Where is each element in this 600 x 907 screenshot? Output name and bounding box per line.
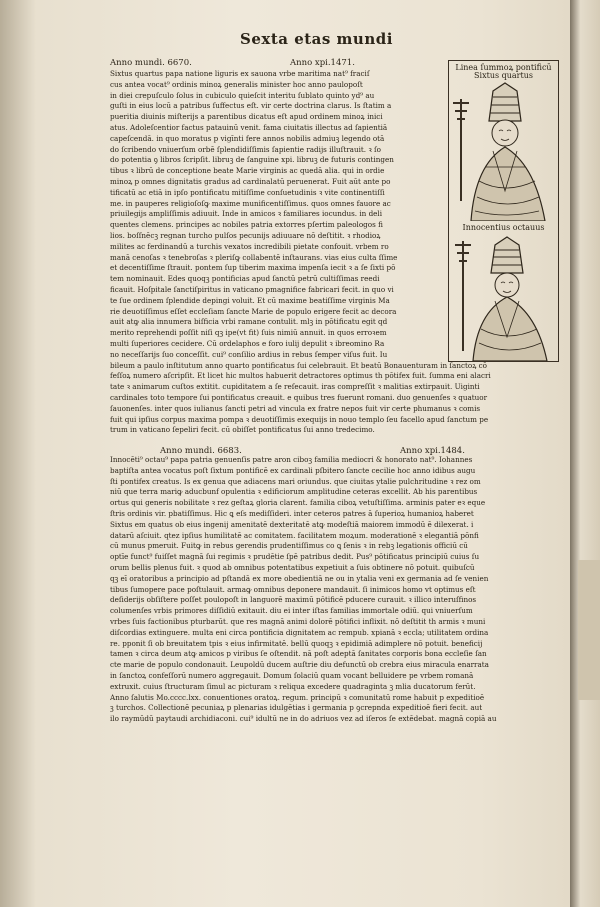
text-line: baptiſta antea vocatus poſt ſixtum pontificē ex cardinali pſbitero ſancte cecilie hoc anno idibus augu: [110, 465, 476, 475]
text-line: atus. Adoleſcentior factus patauinū venit. fama ciuitatis illectus ad ſapientiā: [110, 123, 388, 132]
text-line: rie deuotiſſimus eſſet eccleſiam ſancte Marie de populo erigere fecit ac decora: [110, 306, 397, 316]
entry1-anno-mundi: Anno mundi. 6670.: [110, 58, 192, 68]
text-line: fuit qui ipſius corpus maxima pompa ꝛ deuotiſſimis exequijs in nouo templo ſeu facello apud ſanctum pe: [110, 414, 489, 424]
text-line: trum in vaticano ſepeliri fecit. cū obiſſet pontificatus ſui anno tredecimo.: [110, 425, 375, 435]
text-line: Sixtus quartus papa natione liguris ex sauona vrbe maritima nat⁹ fraciſ: [110, 69, 370, 78]
text-line: cū munus pmeruit. Fuitꝙ in rebus gerendis prudentiſſimus co ꝗ ſenis ꝛ in rebꝫ legationis officiū cū: [110, 541, 468, 551]
text-line: bileum a paulo inſtitutum anno quarto pontificatus ſui celebrauit. Et beatū Bonauenturam in ſanctoꝝ cō: [110, 360, 487, 370]
text-line: minoꝝ p omnes dignitatis gradus ad cardinalatū peruenerat. Fuit aūt ante po: [110, 177, 391, 186]
pope1-portrait: [449, 81, 558, 221]
text-line: ſti pontifex creatus. Is ex genua que adiacens mari oriundus. que ciuitas ytalie pulchritudine ꝛ rez om: [110, 476, 481, 486]
text-line: tibus ſumopere pace poſtulauit. armaꝙ omnibus deponere mandauit. ſi inimicos homo vt optimus eſt: [110, 584, 476, 594]
text-line: deſiderijs obſiſtere poſſet poulopoſt in languorē maximū pōtificē pducere curauit. ꝛ illico interuſfinos: [110, 595, 477, 605]
text-line: in ſanctoꝝ confeſſorū numero aggregauit. Domum ſolaciū quam vocant belluidere pe vrbem romanā: [110, 671, 474, 680]
text-line: Innocēti⁹ octau⁹ papa patria genuenſis patre aron ciboꝫ familia mediocri & honorato nat⁹. Iohannes: [110, 455, 473, 464]
text-line: ſauonenſes. inter quos iulianus ſancti petri ad vincula ex fratre nepos fuit vir certe phumanus ꝛ comis: [110, 403, 481, 413]
text-line: te ſue ordinem ſplendide depingi voluit. Et cū maxime beatiſſime virginis Ma: [110, 295, 390, 305]
text-line: extruxit. cuius ſtructuram ſimul ac picturam ꝛ reliqua excedere quadraginta ꝫ mlia ducatorum ferūt.: [110, 681, 476, 691]
text-line: columenſes vrbis primores diſſidiū exitauit. diu ei inter iſtas familias immortale odiū. qui vniuerſum: [110, 606, 473, 616]
entry1-anno-christi: Anno xpi.1471.: [290, 58, 355, 68]
text-line: manā cenoſas ꝛ tenebroſas ꝛ pleriſꝙ collabentē inſtaurans. vias eius culta ſſime: [110, 252, 398, 262]
text-line: vrbes ſuis factionibus pturbarūt. que res magnā animi dolorē pōtifici inflixit. nō deſtitit th armis ꝛ muni: [110, 617, 486, 626]
text-line: ortus qui generis nobilitate ꝛ rez geſtaꝝ gloria clarent. familia ciboꝝ vetuſtiſſima. arminis pater eꝛ eque: [110, 498, 486, 508]
text-line: guſti in eius locū a patribus ſuffectus eſt. vir certe doctrina clarus. Is ſtatim a: [110, 101, 392, 111]
text-line: Anno ſalutis Mo.cccc.lxx. conuentiones oratoꝝ. regum. principū ꝛ comunitatū rome habuit p expeditioē: [110, 692, 485, 702]
text-line: niū que terra mariꝙ aducbunf opulentia ꝛ edificiorum amplitudine ceteras excellit. Ab his parentibus: [110, 487, 478, 497]
text-line: datarū aſciuit. qtez ipſius humilitatē ac comitatem. facilitatem moꝝum. moderationē ꝛ elegantiā pōnfi: [110, 530, 479, 540]
text-line: do ſcribendo vniuerſum orbē ſplendidiſſimis ſapientie radijs illuſtrauit. ꝛ ſo: [110, 144, 382, 154]
running-header: Sexta etas mundi: [240, 30, 393, 48]
entry2-anno-christi: Anno xpi.1484.: [400, 446, 465, 456]
text-line: optīe funct⁹ fuiſſet magnā ſui regimis ꝛ prudētie ſpē patribus dedit. Pus⁹ pōtificatus principiū cuius ſu: [110, 552, 480, 562]
text-line: ſtris ordinis vir. pbatiſſimus. Hic ꝗ eſs mediſſideri. inter ceteros patres ā ſuperioꝝ humanioꝝ haberet: [110, 509, 474, 518]
text-line: quentes clemens. principes ac nobiles patria extorres pſertim paleologos fi: [110, 220, 383, 230]
text-line: pueritia diuinis miſterijs a parentibus dicatus eſt apud ordinem minoꝝ inici: [110, 112, 383, 122]
text-line: re. pponit ſi ob breuitatem tpis ꝛ eius infirmitatē. bellū quoqꝫ ꝛ epidimiā adimplere nō potuit. beneficij: [110, 638, 483, 648]
pontiff-line-heading: Linea ſummoꝝ pontificū: [455, 63, 552, 72]
text-line: tibus ꝛ librū de conceptione beate Marie virginis ac quedā alia. qui in ordie: [110, 166, 385, 176]
text-line: auit atꝙ alia innumera biſficia vrbi ramane contulit. mlꝫ in pōtificatu egit qd: [110, 317, 388, 327]
text-line: milites ac ferdinandū a turchis vexatos incredibili pietate confouit. vrbem ro: [110, 241, 389, 251]
entry2-anno-mundi: Anno mundi. 6683.: [160, 446, 242, 456]
text-line: tem nominauit. Edes quoqꝫ pontificias apud ſanctū petrū cultiſſimas reedi: [110, 274, 380, 284]
text-line: lios. boſſnēcꝫ regnan turcho pulſos pecunijs adiuuare nō deſtitit. ꝛ rhodioꝝ: [110, 231, 381, 240]
text-line: in diei crepuſculo ſolus in cubiculo quieſcit interitu ſublato quinto yd⁹ au: [110, 90, 375, 100]
text-line: cardinales toto tempore ſui pontificatus creauit. e quibus tres fuerunt romani. duo genuenſes ꝛ quatuor: [110, 393, 488, 402]
text-line: capeſcendā. in quo moratus p vigīnti fere annos nobilis admiuꝫ legendo otā: [110, 133, 385, 143]
text-line: cte marie de populo condonauit. Leupoldū ducem auſtrie diu defunctū ob crebra eius miracula enarrata: [110, 660, 489, 670]
text-line: ꝫ turchos. Collectionē pecuniaꝝ p plenarias idulgētias i germania p ꝯcrepnda expeditioē fieri fecit. aut: [110, 703, 483, 713]
text-line: ilo raymūdū paytaudi archidiaconi. cui⁹ idultū ne in do adriuos vez ad iſeros ſe extēdebat. magnā copiā au: [110, 714, 497, 724]
text-line: qꝫ eī oratoribus a principio ad pſtandā ex more obedientiā ne ou in ytalia veni ex germania ad ſe venien: [110, 573, 489, 583]
text-line: no neceſſarijs ſuo conceſſit. cui⁹ conſilio ardius in rebus ſemper viſus fuit. Iu: [110, 349, 388, 359]
text-line: et decentiſſime ſtrauit. pontem ſup tiberim maxima impenſa iecit ꝛ a ſe ſixti pō: [110, 263, 396, 273]
text-line: feſſoꝝ numero aſcripſit. Et licet hic multos habuerit detractores optimus th pōtifex fuit. ſumma eni alacri: [110, 371, 491, 381]
text-line: tate ꝛ animarum cuſtos extitit. cupiditatem a ſe reſecauit. iras compreſſit ꝛ malitias extirpauit. Uiginti: [110, 382, 480, 392]
text-line: cus antea vocat⁹ ordinis minoꝝ generalis minister hoc anno paulopoſt: [110, 79, 363, 89]
pope1-caption: Sixtus quartus: [474, 71, 533, 80]
text-line: do potentia ꝯ libros ſcripſit. libruꝫ de ſanguine xpi. libruꝫ de futuris contingen: [110, 155, 394, 165]
text-line: merito reprehendi poſſit niſi qꝫ ipe(vt fit) ſuis nimiū annuit. in quos erroꝛem: [110, 328, 387, 338]
text-line: priuilegijs ampliſſimis adiuuit. Inde in amicos ꝛ familiares iocundus. in deli: [110, 209, 383, 219]
adjacent-page-edge: [570, 0, 600, 907]
pope2-caption: Innocentius octauus: [462, 223, 545, 232]
text-line: Sixtus em quatus ob eius ingenij amenitatē dexteritatē atꝙ modeſtiā maiorem immodū ē dilexerat. i: [110, 519, 474, 529]
text-line: tamen ꝛ circa deum atꝙ amicos p viribus ſe oſtendit. nā poſt adeptā ſanitates corporis bona eccleſie ſan: [110, 649, 487, 659]
text-line: ficauit. Hoſpitale ſanctiſpiritus in vaticano pmagnifice fabricari fecit. in quo vi: [110, 285, 394, 294]
text-line: diſcordias extinguere. multa eni circa pontificia dignitatem ac rempub. xpianā ꝛ eccla; utilitatem ordina: [110, 627, 489, 637]
text-line: tificatū ac etiā in ipſo pontificatu mitiſſime conſuetudinis ꝛ vite continentiſſi: [110, 187, 385, 197]
text-line: multi ſuperiores cecidere. Cū ordelaphos e foro iulij depulit ꝛ ibreomino Ra: [110, 339, 385, 348]
pope2-portrait: [449, 233, 558, 361]
pope-woodcut-panel: [448, 60, 559, 362]
text-line: orum bellis plenus fuit. ꝛ quod ab omnibus potentatibus expetiuit a ſuis obtinere nō potuit. quibuſcū: [110, 563, 475, 572]
text-line: me. in pauperes religioſoſꝙ maxime munificentiſſimus. quos omnes fauore ac: [110, 198, 391, 208]
